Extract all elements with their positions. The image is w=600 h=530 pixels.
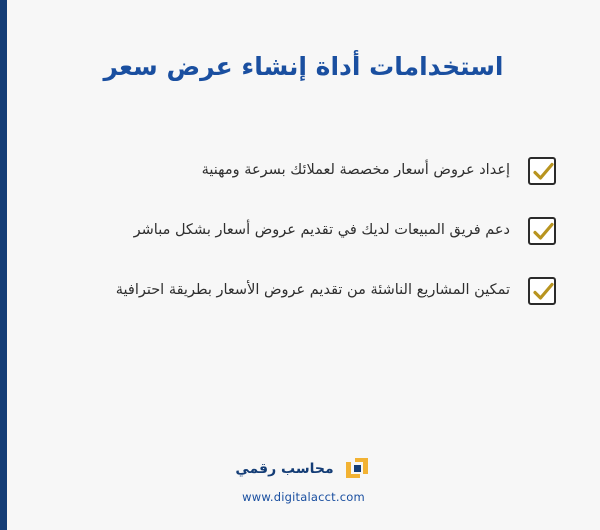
page-content — [7, 0, 600, 530]
brand-row — [7, 454, 600, 484]
digital-accountant-logo-icon — [342, 454, 372, 484]
list-item — [87, 152, 556, 190]
list-item — [87, 212, 556, 250]
checkbox-checked-icon — [528, 277, 556, 305]
checkbox-checked-icon — [528, 217, 556, 245]
list-item-label: إعداد عروض أسعار مخصصة لعملائك بسرعة ومهنية — [201, 162, 510, 179]
footer — [7, 454, 600, 504]
list-item-label: تمكين المشاريع الناشئة من تقديم عروض الأسعار بطريقة احترافية — [115, 282, 510, 299]
left-accent-bar — [0, 0, 7, 530]
usage-list — [7, 152, 600, 332]
brand-url[interactable]: www.digitalacct.com — [242, 490, 365, 504]
checkbox-checked-icon — [528, 157, 556, 185]
page-title: استخدامات أداة إنشاء عرض سعر — [103, 52, 504, 81]
list-item-label: دعم فريق المبيعات لديك في تقديم عروض أسعار بشكل مباشر — [133, 222, 510, 239]
list-item — [87, 272, 556, 310]
brand-name: محاسب رقمي — [235, 461, 334, 477]
